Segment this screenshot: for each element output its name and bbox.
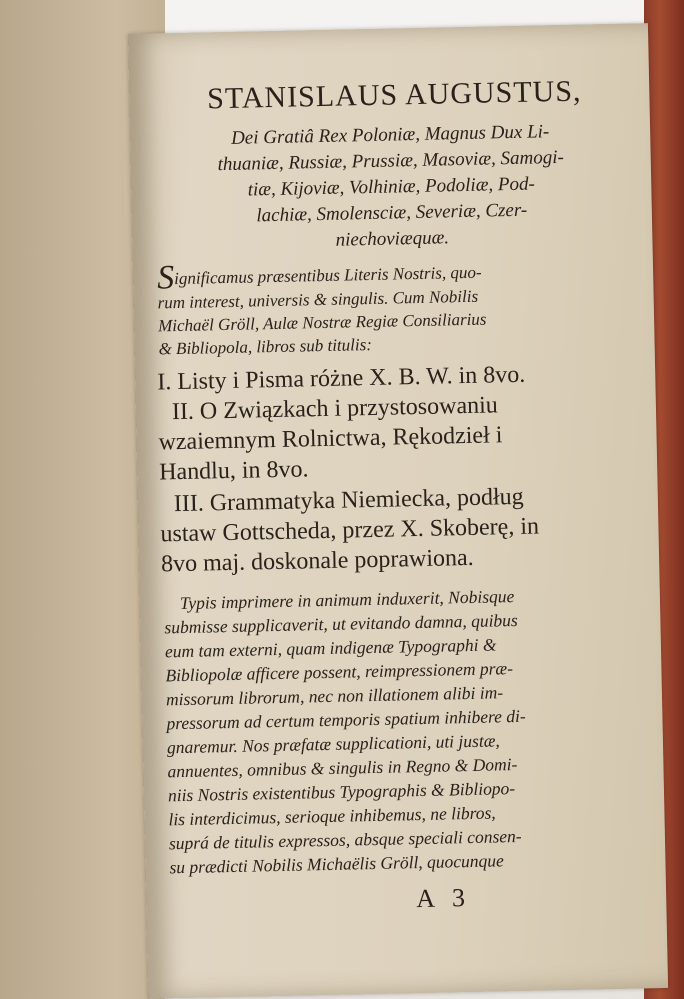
subtitle-line: niechoviæquæ. [335, 227, 450, 251]
body-line: Bibliopolæ afficere possent, reimpressionem præ- [165, 658, 514, 686]
drop-cap: S [156, 259, 175, 297]
book-title-line: Handlu, in 8vo. [158, 456, 309, 486]
body-line: su prædicti Nobilis Michaëlis Gröll, quocunque [169, 850, 505, 878]
body-line: pressorum ad certum temporis spatium inhibere di- [166, 705, 526, 734]
intro-line: rum interest, universis & singulis. Cum Nobilis [157, 286, 479, 313]
book-title-line: ustaw Gottscheda, przez X. Skoberę, in [160, 513, 540, 548]
body-line: gnaremur. Nos præfatæ supplicationi, uti justæ, [166, 730, 500, 758]
book-title-line: wzaiemnym Rolnictwa, Rękodzieł i [158, 422, 503, 456]
body-line: niis Nostris existentibus Typographis & Bibliopo- [167, 778, 516, 806]
subtitle-line: tiæ, Kijoviæ, Volhiniæ, Podoliæ, Pod- [247, 173, 536, 201]
intro-line: Michaël Gröll, Aulæ Nostræ Regiæ Consiliarius [157, 309, 487, 336]
subtitle-line: lachiæ, Smolensciæ, Severiæ, Czer- [256, 199, 528, 227]
body-line: lis interdicimus, serioque inhibemus, ne libros, [168, 802, 496, 830]
body-line: submisse supplicaverit, ut evitando damna, quibus [164, 609, 518, 638]
book-title-line: 8vo maj. doskonale poprawiona. [160, 544, 474, 578]
book-title-line: II. O Związkach i przystosowaniu [171, 392, 499, 426]
intro-line: & Bibliopola, libros sub titulis: [158, 334, 373, 359]
book-page [128, 23, 668, 999]
intro-line: Significamus præsentibus Literis Nostris, quo- [156, 259, 482, 297]
body-line: Typis imprimere in animum induxerit, Nobisque [179, 586, 515, 614]
subtitle-line: thuaniæ, Russiæ, Prussiæ, Masoviæ, Samogi- [217, 146, 565, 176]
body-line: missorum librorum, nec non illationem alibi im- [165, 682, 504, 710]
body-line: annuentes, omnibus & singulis in Regno & Domi- [167, 754, 518, 782]
body-line: suprá de titulis expressos, absque speciali consen- [168, 825, 522, 854]
book-title-line: III. Grammatyka Niemiecka, podług [173, 483, 524, 518]
book-title-line: I. Listy i Pisma różne X. B. W. in 8vo. [157, 361, 526, 396]
subtitle-line: Dei Gratiâ Rex Poloniæ, Magnus Dux Li- [230, 121, 550, 149]
page-title: STANISLAUS AUGUSTUS, [206, 74, 582, 116]
signature-mark: A 3 [415, 883, 472, 914]
body-line: eum tam externi, quam indigenæ Typographi & [164, 634, 497, 662]
